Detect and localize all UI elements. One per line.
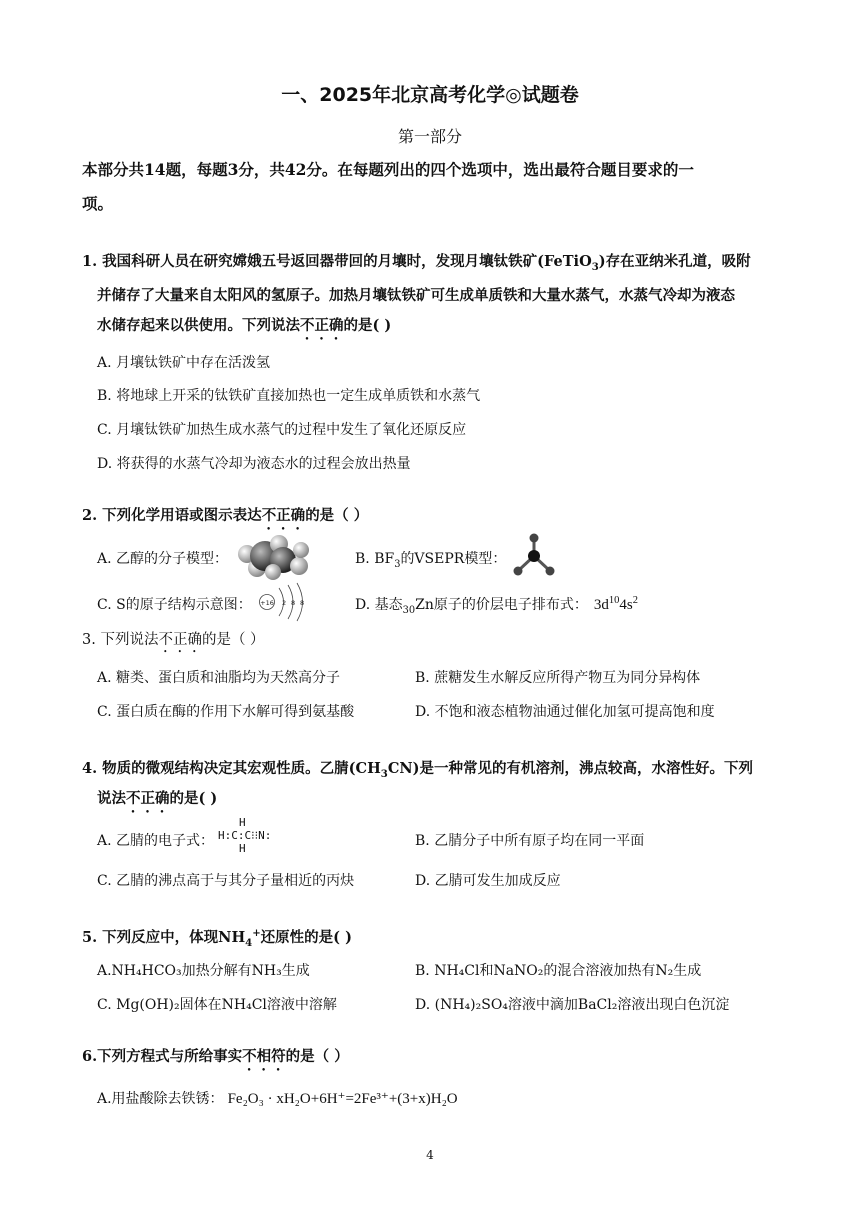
q2-option-b: B. $BF_3$的VSEPR模型： <box>355 551 507 570</box>
shell-2-count: 8 <box>291 599 296 607</box>
question-1-stem-cont: 并储存了大量来自太阳风的氢原子。加热月壤钛铁矿可生成单质铁和大量水蒸气，水蒸气冷却为液态 <box>97 287 735 304</box>
shell-1-count: 2 <box>282 599 287 607</box>
q1-option-b: B. 将地球上开采的钛铁矿直接加热也一定生成单质铁和水蒸气 <box>97 388 481 404</box>
q5-option-d: D. (NH₄)₂SO₄溶液中滴加BaCl₂溶液出现白色沉淀 <box>415 997 730 1013</box>
q5-option-c: C. Mg(OH)₂固体在NH₄Cl溶液中溶解 <box>97 997 337 1013</box>
question-4-stem-end: 说法不正确的是( ) <box>97 790 218 807</box>
q3-option-b: B. 蔗糖发生水解反应所得产物互为同分异构体 <box>415 670 701 686</box>
question-2-stem: 2. 下列化学用语或图示表达不正确的是（ ） <box>82 507 369 524</box>
q5-option-a: A.NH₄HCO₃加热分解有NH₃生成 <box>97 963 310 979</box>
q4-option-a: A. 乙腈的电子式： <box>97 833 215 849</box>
section-heading: 第一部分 <box>397 127 462 146</box>
q3-option-a: A. 糖类、蛋白质和油脂均为天然高分子 <box>97 670 341 686</box>
shell-3-count: 8 <box>300 599 305 607</box>
question-1-stem-end: 水储存起来以供使用。下列说法不正确的是( ) <box>97 317 392 334</box>
q1-option-a: A. 月壤钛铁矿中存在活泼氢 <box>97 355 271 371</box>
q1-option-d: D. 将获得的水蒸气冷却为液态水的过程会放出热量 <box>97 456 411 472</box>
question-6-stem: 6.下列方程式与所给事实不相符的是（ ） <box>82 1048 349 1065</box>
ethanol-molecule-model <box>235 532 315 582</box>
q4-option-b: B. 乙腈分子中所有原子均在同一平面 <box>415 833 645 849</box>
acetonitrile-electron-formula: H H:C:C⁝⁝N: H <box>218 816 272 855</box>
q2-option-d: D. 基态$_{30}$Zn原子的价层电子排布式： $3d^{10}4s^2$ <box>355 595 638 616</box>
q6-option-a: A.用盐酸除去铁锈： Fe₂O₃ · xH₂O+6H⁺=2Fe³⁺+(3+x)H₂O <box>97 1091 458 1107</box>
sulfur-atom-structure-diagram <box>258 580 312 624</box>
q2-option-c: C. S的原子结构示意图： <box>97 597 252 613</box>
q3-option-c: C. 蛋白质在酶的作用下水解可得到氨基酸 <box>97 704 355 720</box>
q2-option-a: A. 乙醇的分子模型： <box>97 551 229 567</box>
q1-option-c: C. 月壤钛铁矿加热生成水蒸气的过程中发生了氧化还原反应 <box>97 422 467 438</box>
q4-option-c: C. 乙腈的沸点高于与其分子量相近的丙炔 <box>97 873 355 889</box>
bf3-vsepr-model <box>512 532 556 578</box>
section-intro: 本部分共14题，每题3分，共42分。在每题列出的四个选项中，选出最符合题目要求的一 <box>82 160 694 179</box>
section-intro-cont: 项。 <box>82 194 114 213</box>
q5-option-b: B. NH₄Cl和NaNO₂的混合溶液加热有N₂生成 <box>415 963 702 979</box>
question-1-stem: 1. 我国科研人员在研究嫦娥五号返回器带回的月壤时，发现月壤钛铁矿(FeTiO$_3$)存在亚纳米孔道，吸附 <box>82 253 751 273</box>
question-5-stem: 5. 下列反应中，体现$NH_4^+$还原性的是( ) <box>82 927 352 949</box>
page-number: 4 <box>426 1148 434 1162</box>
nucleus-charge: +16 <box>260 599 274 607</box>
question-3-stem: 3. 下列说法不正确的是（ ） <box>82 632 265 648</box>
q3-option-d: D. 不饱和液态植物油通过催化加氢可提高饱和度 <box>415 704 715 720</box>
page-title: 一、2025年北京高考化学◎试题卷 <box>281 84 579 106</box>
q4-option-d: D. 乙腈可发生加成反应 <box>415 873 561 889</box>
question-4-stem: 4. 物质的微观结构决定其宏观性质。乙腈$(CH_3CN)$是一种常见的有机溶剂，沸点较高，水溶性好。下列 <box>82 760 753 780</box>
